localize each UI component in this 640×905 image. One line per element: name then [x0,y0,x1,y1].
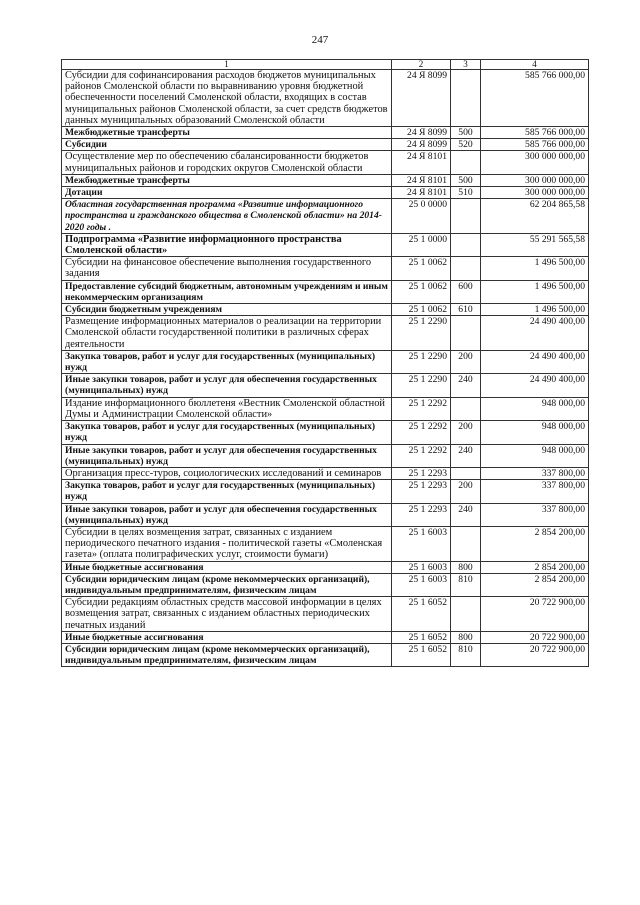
row-code-cell: 25 1 6003 [392,526,451,561]
row-name-cell: Иные бюджетные ассигнования [62,561,392,573]
table-row [62,316,589,351]
row-code-cell: 25 1 6052 [392,597,451,632]
row-code-cell: 25 1 2290 [392,316,451,351]
table-row [62,257,589,280]
row-name-cell: Межбюджетные трансферты [62,174,392,186]
row-code-cell: 25 1 6003 [392,561,451,573]
row-sum-cell: 337 800,00 [481,480,589,503]
table-row [62,573,589,596]
table-row [62,421,589,444]
table-row [62,643,589,666]
row-code-cell: 24 Я 8101 [392,187,451,199]
page-number: 247 [311,34,329,46]
row-name-cell: Размещение информационных материалов о реализации на территории Смоленской области государственной политики в различных сферах деятельности [62,316,392,351]
row-code-cell: 25 0 0000 [392,199,451,234]
row-sum-cell: 300 000 000,00 [481,151,589,174]
row-vr-cell: 520 [451,139,481,151]
row-vr-cell: 200 [451,421,481,444]
row-vr-cell [451,151,481,174]
row-sum-cell: 1 496 500,00 [481,257,589,280]
row-name-cell: Субсидии юридическим лицам (кроме некоммерческих организаций), индивидуальным предпринимателям, физическим лицам [62,643,392,666]
row-name-cell: Областная государственная программа «Развитие информационного пространства и гражданского общества в Смоленской области» на 2014-2020 годы . [62,199,392,234]
row-code-cell: 25 1 2293 [392,503,451,526]
row-name-cell: Субсидии в целях возмещения затрат, связанных с изданием периодического печатного издания - политической газеты «Смоленская газета» (оплата полиграфических услуг, стоимости бумаги) [62,526,392,561]
row-code-cell: 24 Я 8099 [392,127,451,139]
row-sum-cell: 2 854 200,00 [481,573,589,596]
row-name-cell: Закупка товаров, работ и услуг для государственных (муниципальных) нужд [62,421,392,444]
row-code-cell: 25 1 2293 [392,467,451,479]
row-sum-cell: 20 722 900,00 [481,643,589,666]
table-row [62,397,589,420]
row-vr-cell: 500 [451,127,481,139]
row-sum-cell: 585 766 000,00 [481,139,589,151]
table-row [62,139,589,151]
table-row [62,187,589,199]
budget-table [61,59,589,667]
header-col-1: 1 [62,60,392,70]
row-name-cell: Субсидии редакциям областных средств массовой информации в целях возмещения затрат, связанных с изданием областных периодических печатных изданий [62,597,392,632]
row-sum-cell: 2 854 200,00 [481,526,589,561]
row-vr-cell: 200 [451,480,481,503]
table-row [62,561,589,573]
row-name-cell: Иные закупки товаров, работ и услуг для обеспечения государственных (муниципальных) нужд [62,503,392,526]
row-sum-cell: 20 722 900,00 [481,597,589,632]
row-vr-cell: 800 [451,631,481,643]
table-row [62,280,589,303]
row-vr-cell [451,199,481,234]
row-name-cell: Закупка товаров, работ и услуг для государственных (муниципальных) нужд [62,350,392,373]
table-row [62,597,589,632]
row-code-cell: 25 1 0062 [392,280,451,303]
row-vr-cell: 510 [451,187,481,199]
row-vr-cell: 600 [451,280,481,303]
row-name-cell: Закупка товаров, работ и услуг для государственных (муниципальных) нужд [62,480,392,503]
row-sum-cell: 300 000 000,00 [481,187,589,199]
row-vr-cell: 800 [451,561,481,573]
row-sum-cell: 24 490 400,00 [481,374,589,397]
row-name-cell: Субсидии юридическим лицам (кроме некоммерческих организаций), индивидуальным предпринимателям, физическим лицам [62,573,392,596]
table-header-row [62,60,589,70]
row-code-cell: 25 1 6052 [392,631,451,643]
row-vr-cell [451,316,481,351]
row-sum-cell: 337 800,00 [481,503,589,526]
row-code-cell: 25 1 0000 [392,233,451,256]
table-row [62,151,589,174]
row-name-cell: Подпрограмма «Развитие информационного пространства Смоленской области» [62,233,392,256]
row-code-cell: 25 1 2290 [392,350,451,373]
row-code-cell: 25 1 2292 [392,421,451,444]
row-code-cell: 25 1 6052 [392,643,451,666]
row-name-cell: Иные закупки товаров, работ и услуг для обеспечения государственных (муниципальных) нужд [62,444,392,467]
row-sum-cell: 585 766 000,00 [481,70,589,127]
row-vr-cell: 240 [451,503,481,526]
row-vr-cell [451,233,481,256]
row-code-cell: 25 1 0062 [392,304,451,316]
row-code-cell: 24 Я 8101 [392,151,451,174]
row-code-cell: 25 1 2290 [392,374,451,397]
row-sum-cell: 62 204 865,58 [481,199,589,234]
row-vr-cell: 810 [451,643,481,666]
row-sum-cell: 1 496 500,00 [481,304,589,316]
row-name-cell: Дотации [62,187,392,199]
row-sum-cell: 300 000 000,00 [481,174,589,186]
row-name-cell: Организация пресс-туров, социологических исследований и семинаров [62,467,392,479]
table-row [62,467,589,479]
table-row [62,350,589,373]
table-row [62,444,589,467]
table-row [62,526,589,561]
row-name-cell: Предоставление субсидий бюджетным, автономным учреждениям и иным некоммерческим организациям [62,280,392,303]
row-vr-cell: 240 [451,374,481,397]
header-col-3: 3 [451,60,481,70]
table-row [62,374,589,397]
row-name-cell: Субсидии для софинансирования расходов бюджетов муниципальных районов Смоленской области по выравниванию уровня бюджетной обеспеченности поселений Смоленской области, входящих в состав муниципальных районов Смоленской области, за счет средств бюджетов данных муниципальных образований Смоленской области [62,70,392,127]
row-vr-cell [451,397,481,420]
row-sum-cell: 55 291 565,58 [481,233,589,256]
row-code-cell: 24 Я 8099 [392,70,451,127]
row-vr-cell [451,526,481,561]
row-code-cell: 25 1 2293 [392,480,451,503]
row-name-cell: Иные закупки товаров, работ и услуг для обеспечения государственных (муниципальных) нужд [62,374,392,397]
row-vr-cell: 240 [451,444,481,467]
row-sum-cell: 2 854 200,00 [481,561,589,573]
row-sum-cell: 1 496 500,00 [481,280,589,303]
row-vr-cell [451,597,481,632]
row-sum-cell: 24 490 400,00 [481,316,589,351]
row-name-cell: Субсидии на финансовое обеспечение выполнения государственного задания [62,257,392,280]
row-sum-cell: 585 766 000,00 [481,127,589,139]
table-row [62,304,589,316]
row-code-cell: 25 1 2292 [392,397,451,420]
row-sum-cell: 20 722 900,00 [481,631,589,643]
row-vr-cell [451,257,481,280]
row-name-cell: Осуществление мер по обеспечению сбалансированности бюджетов муниципальных районов и городских округов Смоленской области [62,151,392,174]
row-name-cell: Издание информационного бюллетеня «Вестник Смоленской областной Думы и Администрации Смоленской области» [62,397,392,420]
table-row [62,480,589,503]
table-row [62,199,589,234]
row-sum-cell: 337 800,00 [481,467,589,479]
row-code-cell: 25 1 2292 [392,444,451,467]
row-vr-cell: 810 [451,573,481,596]
row-vr-cell: 200 [451,350,481,373]
row-code-cell: 24 Я 8101 [392,174,451,186]
row-vr-cell: 610 [451,304,481,316]
row-name-cell: Иные бюджетные ассигнования [62,631,392,643]
row-name-cell: Субсидии бюджетным учреждениям [62,304,392,316]
row-code-cell: 25 1 0062 [392,257,451,280]
table-row [62,631,589,643]
header-col-4: 4 [481,60,589,70]
header-col-2: 2 [392,60,451,70]
table-row [62,174,589,186]
table-row [62,503,589,526]
table-row [62,127,589,139]
row-sum-cell: 948 000,00 [481,444,589,467]
row-sum-cell: 24 490 400,00 [481,350,589,373]
table-row [62,233,589,256]
row-name-cell: Субсидии [62,139,392,151]
row-vr-cell [451,467,481,479]
row-code-cell: 25 1 6003 [392,573,451,596]
row-sum-cell: 948 000,00 [481,397,589,420]
row-code-cell: 24 Я 8099 [392,139,451,151]
row-sum-cell: 948 000,00 [481,421,589,444]
row-vr-cell: 500 [451,174,481,186]
row-name-cell: Межбюджетные трансферты [62,127,392,139]
row-vr-cell [451,70,481,127]
table-row [62,70,589,127]
